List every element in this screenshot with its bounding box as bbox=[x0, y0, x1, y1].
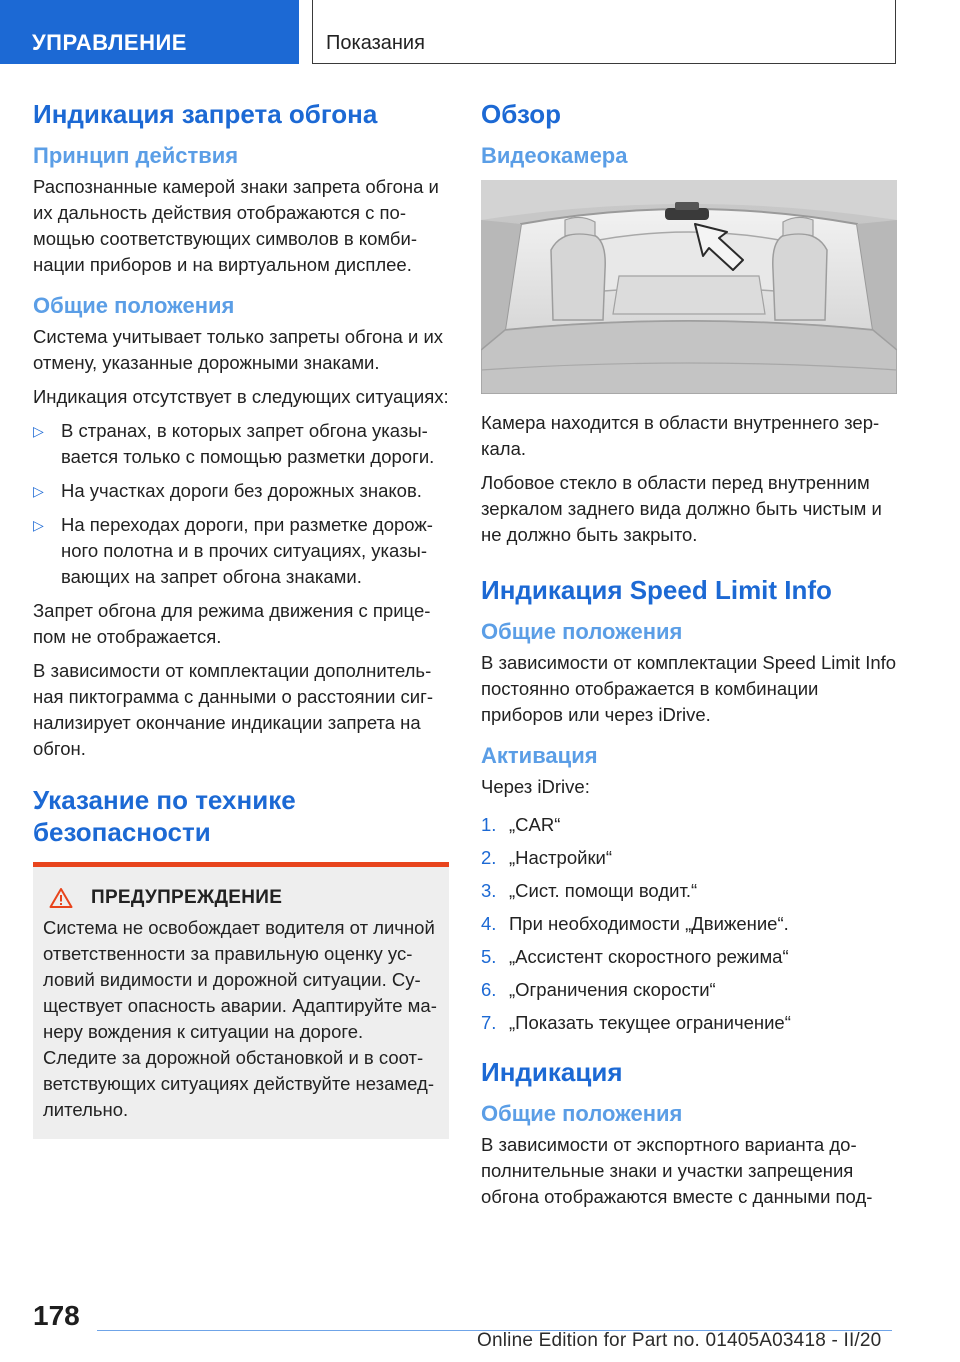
warning-box bbox=[33, 862, 449, 1139]
heading-sli-general: Общие положения bbox=[481, 619, 683, 644]
chapter-tab: УПРАВЛЕНИЕ bbox=[0, 0, 299, 64]
list-item: 5. „Ассистент скоростного режима“ bbox=[481, 946, 789, 967]
right-column bbox=[481, 98, 897, 1218]
bullet-list bbox=[33, 418, 449, 590]
warning-header bbox=[43, 887, 439, 909]
section-title: Показания bbox=[326, 32, 425, 54]
camera-caption: Камера находится в области внутреннего зеркала. bbox=[481, 412, 880, 459]
display-general-text: В зависимости от экспортного варианта дополнительные знаки и участки запрещения обгона отображаются вместе с данными под- bbox=[481, 1134, 873, 1207]
warning-triangle-icon bbox=[49, 887, 73, 909]
left-column bbox=[33, 98, 449, 1139]
heading-display-general: Общие положения bbox=[481, 1101, 683, 1126]
warning-title: ПРЕДУПРЕЖДЕНИЕ bbox=[91, 887, 283, 908]
heading-safety: Указание по технике безопасности bbox=[33, 785, 296, 847]
heading-general: Общие положения bbox=[33, 293, 235, 318]
via-idrive-text: Через iDrive: bbox=[481, 776, 590, 797]
heading-principle: Принцип действия bbox=[33, 143, 239, 168]
sli-general-text: В зависимости от комплектации Speed Limit Info постоянно отображается в комбинации приборов или через iDrive. bbox=[481, 652, 897, 725]
triangle-bullet-icon: ▷ bbox=[33, 517, 44, 533]
heading-camera: Видеокамера bbox=[481, 143, 628, 168]
trailer-text: Запрет обгона для режима движения с прицепом не отображается. bbox=[33, 600, 431, 647]
list-item: 1. „CAR“ bbox=[481, 814, 561, 835]
triangle-bullet-icon: ▷ bbox=[33, 423, 44, 439]
warning-text: Система не освобождает водителя от личной ответственности за правильную оценку условий видимости и дорожной ситуации. Существует опасность аварии. Адаптируйте манеру вождения к ситуации на дороге. Следите за дорожной обстановкой и в соответствующих ситуациях действуйте незамедлительно. bbox=[43, 917, 437, 1120]
activation-steps bbox=[481, 812, 897, 1036]
absent-text: Индикация отсутствует в следующих ситуациях: bbox=[33, 386, 449, 407]
camera-location-illustration bbox=[481, 180, 897, 394]
list-item: 4. При необходимости „Движение“. bbox=[481, 913, 789, 934]
list-item: 2. „Настройки“ bbox=[481, 847, 613, 868]
list-item: 7. „Показать текущее ограничение“ bbox=[481, 1012, 791, 1033]
principle-text: Распознанные камерой знаки запрета обгона и их дальность действия отображаются с помощью соответствующих символов в комбинации приборов и на виртуальном дисплее. bbox=[33, 176, 439, 275]
heading-overview: Обзор bbox=[481, 99, 561, 129]
list-item: ▷ На переходах дороги, при разметке дорожного полотна и в прочих ситуациях, указывающих на запрет обгона знаками. bbox=[33, 514, 433, 587]
triangle-bullet-icon: ▷ bbox=[33, 483, 44, 499]
heading-activation: Активация bbox=[481, 743, 598, 768]
title-no-overtaking: Индикация запрета обгона bbox=[33, 99, 378, 129]
list-item: 3. „Сист. помощи водит.“ bbox=[481, 880, 698, 901]
list-item: 6. „Ограничения скорости“ bbox=[481, 979, 716, 1000]
list-item: ▷ На участках дороги без дорожных знаков. bbox=[33, 478, 449, 504]
windshield-text: Лобовое стекло в области перед внутренним зеркалом заднего вида должно быть чистым и не должно быть закрыто. bbox=[481, 472, 882, 545]
heading-display: Индикация bbox=[481, 1057, 623, 1087]
edition-footer: Online Edition for Part no. 01405A03418 - II/20 bbox=[477, 1330, 882, 1351]
heading-speed-limit-info: Индикация Speed Limit Info bbox=[481, 575, 832, 605]
list-item: ▷ В странах, в которых запрет обгона указывается только с помощью разметки дороги. bbox=[33, 420, 435, 467]
page-number: 178 bbox=[33, 1300, 80, 1331]
equipment-text: В зависимости от комплектации дополнительная пиктограмма с данными о расстоянии сигнализирует окончание индикации запрета на обгон. bbox=[33, 660, 434, 759]
general-text: Система учитывает только запреты обгона и их отмену, указанные дорожными знаками. bbox=[33, 326, 444, 373]
